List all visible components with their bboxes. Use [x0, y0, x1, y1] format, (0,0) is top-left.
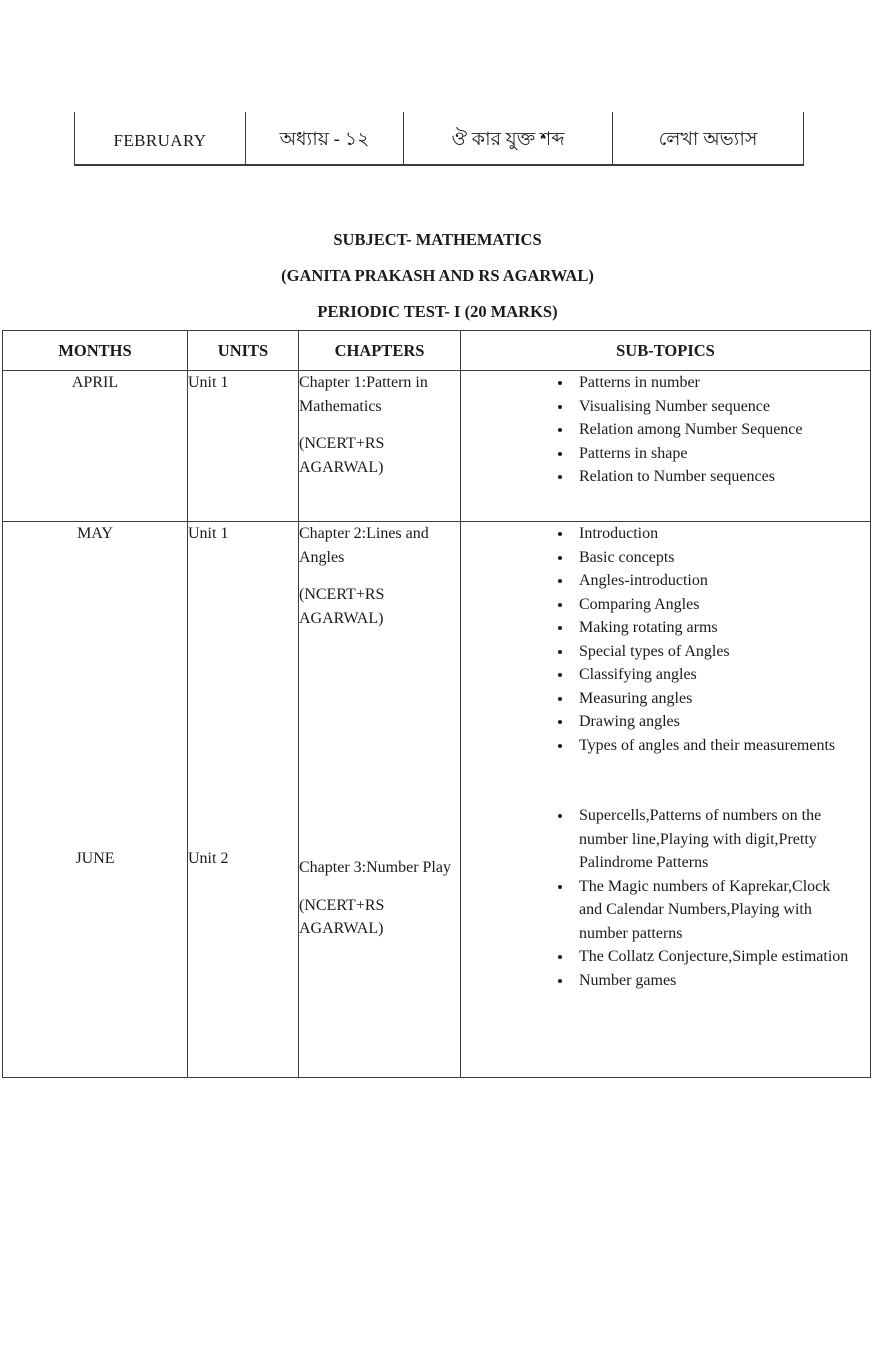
month-label: APRIL: [71, 374, 119, 391]
top-row-topic-label: ঔ কার যুক্ত শব্দ: [451, 128, 565, 150]
table-row: [3, 522, 871, 1078]
chapters-cell: [299, 371, 461, 522]
top-row-cell-topic: [404, 112, 613, 164]
subtopic-item: • Special types of Angles: [573, 640, 854, 664]
subtopic-item: • Visualising Number sequence: [573, 395, 854, 419]
subtopics-cell: [461, 371, 871, 522]
top-row-cell-month: [74, 112, 246, 164]
chapter-block: [299, 856, 460, 941]
subtopic-item: • Comparing Angles: [573, 593, 854, 617]
unit-label: Unit 1: [188, 525, 229, 542]
syllabus-table-body: [3, 371, 871, 1078]
subtopic-item: • Relation to Number sequences: [573, 465, 854, 489]
subtopic-item: • Basic concepts: [573, 546, 854, 570]
unit-label: Unit 2: [188, 849, 229, 867]
months-cell: [3, 522, 188, 1078]
month-label: MAY: [77, 525, 113, 542]
subtopic-item: • Relation among Number Sequence: [573, 418, 854, 442]
subtopic-item: • Patterns in number: [573, 371, 854, 395]
books-heading: (GANITA PRAKASH AND RS AGARWAL): [281, 266, 594, 285]
chapter-title: Chapter 1:Pattern in Mathematics: [299, 374, 428, 415]
chapter-block: [299, 371, 460, 479]
units-cell: [188, 522, 299, 1078]
subject-heading: SUBJECT- MATHEMATICS: [333, 230, 542, 249]
top-row-cell-chapter: [246, 112, 404, 164]
top-row-chapter-label: অধ্যায় - ১২: [279, 128, 370, 150]
subtopic-item: • Angles-introduction: [573, 569, 854, 593]
months-cell: [3, 371, 188, 522]
month-label: JUNE: [75, 849, 115, 867]
subtopic-item: • Measuring angles: [573, 687, 854, 711]
top-row-month-label: FEBRUARY: [113, 130, 207, 150]
chapter-block: [299, 522, 460, 630]
subtopic-item: • Supercells,Patterns of numbers on the number line,Playing with digit,Pretty Palindrome Patterns: [573, 804, 854, 875]
subtopics-cell: [461, 522, 871, 1078]
unit-label: Unit 1: [188, 374, 229, 391]
column-header-subtopics: SUB-TOPICS: [461, 331, 871, 371]
column-header-months: MONTHS: [3, 331, 188, 371]
table-header-row: [3, 331, 871, 371]
subtopic-item: • Drawing angles: [573, 710, 854, 734]
table-row: [3, 371, 871, 522]
subtopic-item: • The Magic numbers of Kaprekar,Clock and Calendar Numbers,Playing with number patterns: [573, 875, 854, 946]
previous-section-table-row: [74, 112, 804, 166]
subtopic-list: [461, 522, 870, 757]
top-row-cell-activity: [613, 112, 804, 164]
top-row-activity-label: লেখা অভ্যাস: [658, 128, 758, 150]
syllabus-table: [2, 330, 871, 1078]
chapter-title: Chapter 3:Number Play: [299, 859, 451, 876]
units-cell: [188, 371, 299, 522]
subtopic-list: [461, 804, 870, 992]
column-header-units: UNITS: [188, 331, 299, 371]
section-headings: [0, 222, 875, 330]
chapter-source: (NCERT+RS AGARWAL): [299, 896, 385, 937]
subtopic-item: • Number games: [573, 969, 854, 993]
subtopic-list: [461, 371, 870, 489]
subtopic-item: • Introduction: [573, 522, 854, 546]
test-heading: PERIODIC TEST- I (20 MARKS): [317, 302, 558, 321]
subtopic-item: • Classifying angles: [573, 663, 854, 687]
column-header-chapters: CHAPTERS: [299, 331, 461, 371]
chapters-cell: [299, 522, 461, 1078]
subtopic-item: • Types of angles and their measurements: [573, 734, 854, 758]
chapter-source: (NCERT+RS AGARWAL): [299, 435, 385, 476]
chapter-title: Chapter 2:Lines and Angles: [299, 525, 429, 566]
subtopic-item: • The Collatz Conjecture,Simple estimation: [573, 945, 854, 969]
subtopic-item: • Making rotating arms: [573, 616, 854, 640]
chapter-source: (NCERT+RS AGARWAL): [299, 586, 385, 627]
subtopic-item: • Patterns in shape: [573, 442, 854, 466]
